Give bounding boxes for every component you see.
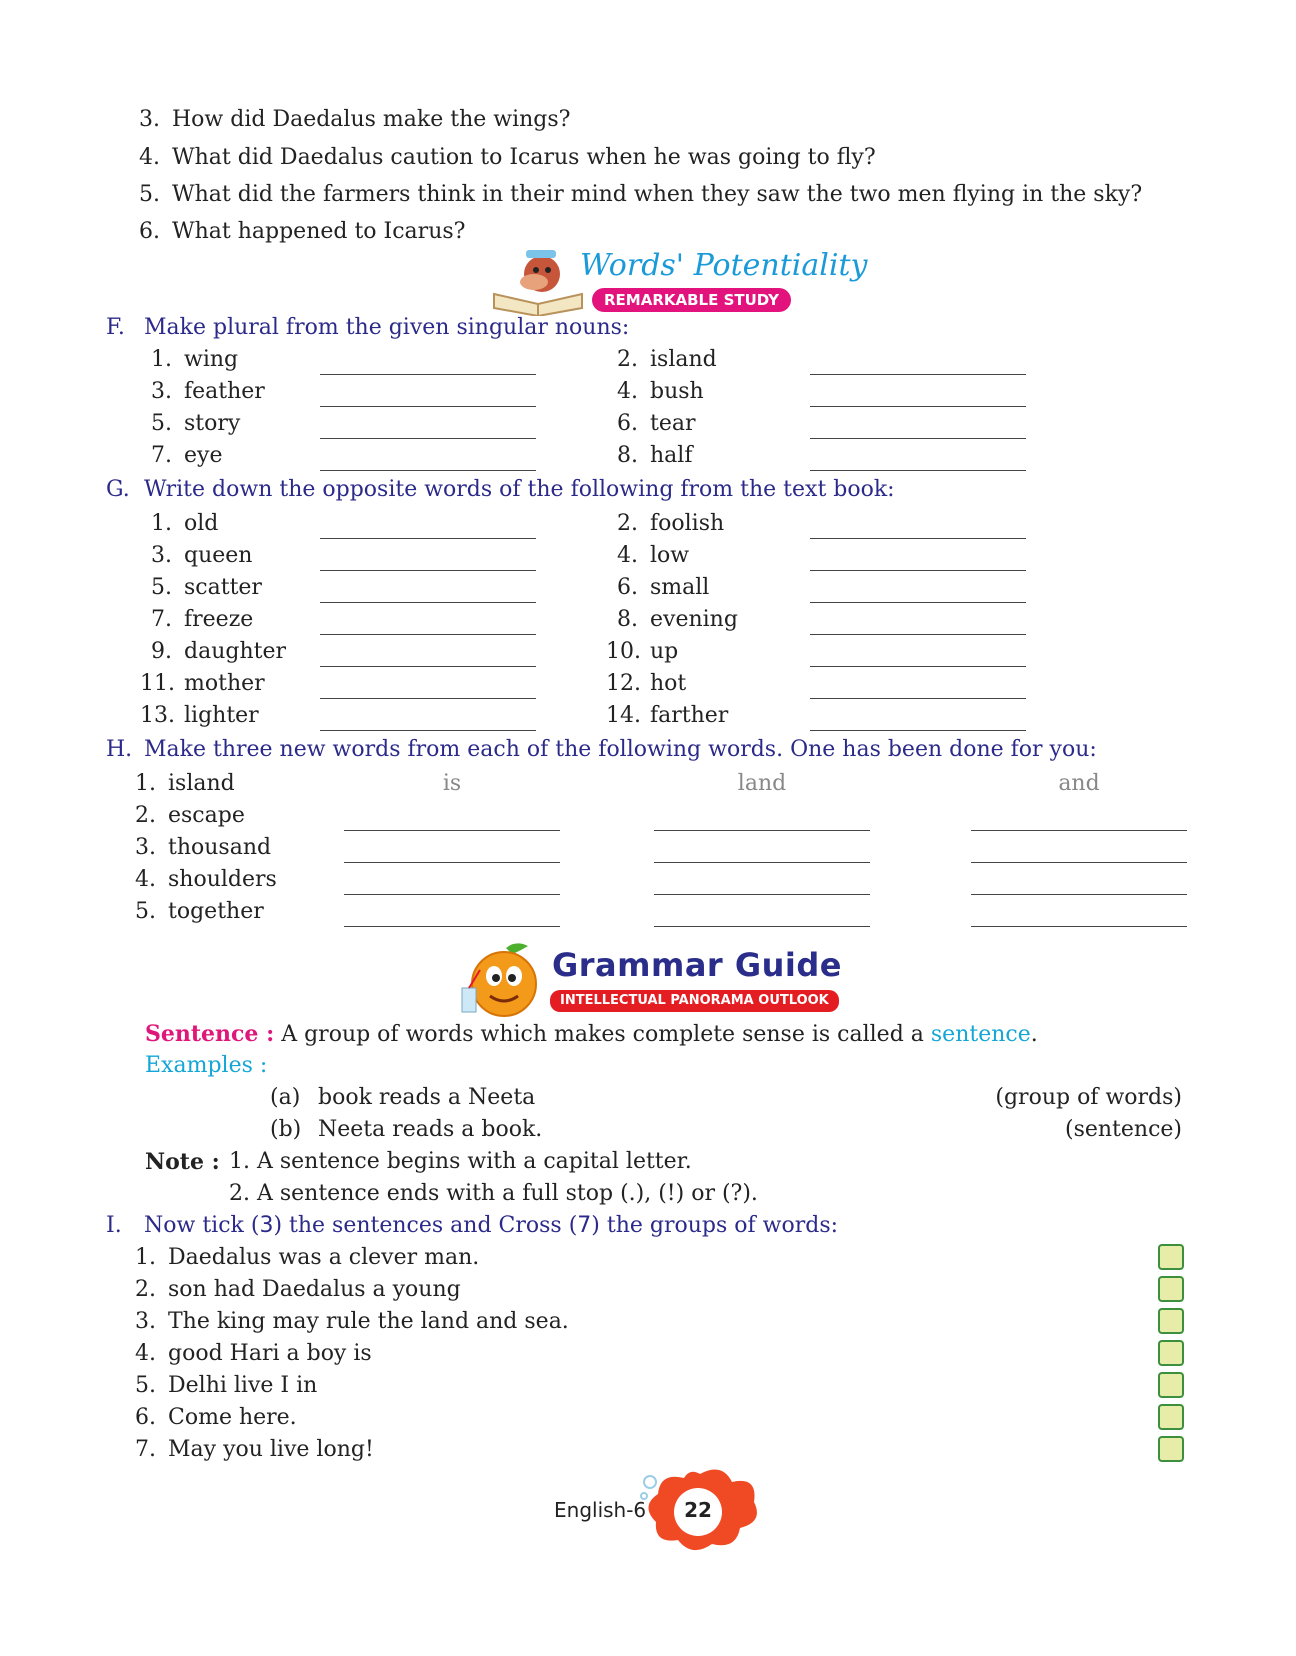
item-number: 6. <box>617 575 638 600</box>
list-item <box>140 344 238 376</box>
item-number: 5. <box>135 1373 156 1398</box>
item-word: scatter <box>184 575 262 600</box>
book-title: English-6 <box>554 1498 647 1522</box>
item-word: story <box>184 411 241 436</box>
page-number: 22 <box>684 1498 712 1522</box>
example-row <box>270 1082 535 1114</box>
item-word: bush <box>650 379 704 404</box>
item-word: hot <box>650 671 687 696</box>
item-word: half <box>650 443 693 468</box>
item-word: thousand <box>168 835 272 860</box>
answer-blank[interactable] <box>971 926 1187 927</box>
list-item <box>606 440 692 472</box>
item-number: 4. <box>135 867 156 892</box>
list-item <box>606 376 704 408</box>
item-word: eye <box>184 443 223 468</box>
answer-blank[interactable] <box>320 470 536 471</box>
tick-box[interactable] <box>1158 1308 1184 1334</box>
question-number: 6. <box>139 219 160 244</box>
answer-blank[interactable] <box>320 374 536 375</box>
answer-blank[interactable] <box>320 538 536 539</box>
item-number: 3. <box>151 543 172 568</box>
section-h-heading <box>106 734 1097 766</box>
list-item <box>124 1402 297 1434</box>
tick-box[interactable] <box>1158 1404 1184 1430</box>
grammar-guide-banner <box>454 940 844 1020</box>
list-item <box>606 604 738 636</box>
item-text: good Hari a boy is <box>168 1341 372 1366</box>
item-number: 5. <box>135 899 156 924</box>
item-word: foolish <box>650 511 725 536</box>
item-number: 14. <box>606 703 641 728</box>
list-item <box>140 604 253 636</box>
answer-blank[interactable] <box>810 538 1026 539</box>
item-number: 1. <box>151 511 172 536</box>
item-number: 7. <box>151 607 172 632</box>
item-word: low <box>650 543 690 568</box>
question-number: 4. <box>139 145 160 170</box>
banner-subtitle: INTELLECTUAL PANORAMA OUTLOOK <box>550 990 839 1012</box>
tick-box[interactable] <box>1158 1244 1184 1270</box>
item-number: 2. <box>135 1277 156 1302</box>
answer-blank[interactable] <box>654 862 870 863</box>
answer-blank[interactable] <box>810 602 1026 603</box>
answer-blank[interactable] <box>810 406 1026 407</box>
item-number: 1. <box>135 1245 156 1270</box>
words-potentiality-banner <box>490 246 868 316</box>
item-word: queen <box>184 543 253 568</box>
answer-blank[interactable] <box>654 830 870 831</box>
section-letter: I. <box>106 1213 122 1238</box>
item-number: 3. <box>135 835 156 860</box>
item-number: 3. <box>151 379 172 404</box>
answer-blank[interactable] <box>344 862 560 863</box>
section-title: ) the groups of words: <box>591 1213 839 1238</box>
item-number: 5. <box>151 575 172 600</box>
section-title: Now tick ( <box>144 1213 260 1238</box>
item-word: wing <box>184 347 239 372</box>
item-number: 2. <box>135 803 156 828</box>
answer-blank[interactable] <box>320 698 536 699</box>
list-item <box>140 376 265 408</box>
question-3 <box>128 104 570 136</box>
answer-blank[interactable] <box>971 894 1187 895</box>
list-item <box>140 636 286 668</box>
answer-blank[interactable] <box>810 698 1026 699</box>
answer-blank[interactable] <box>320 666 536 667</box>
item-word: mother <box>184 671 265 696</box>
answer-blank[interactable] <box>344 926 560 927</box>
answer-blank[interactable] <box>654 926 870 927</box>
item-number: 8. <box>617 607 638 632</box>
section-title: Make three new words from each of the following words. One has been done for you: <box>144 737 1097 762</box>
banner-title: Grammar Guide <box>552 946 842 984</box>
item-number: 1. <box>135 771 156 796</box>
example-row <box>270 1114 542 1146</box>
section-g-heading <box>106 474 895 506</box>
list-item <box>606 540 689 572</box>
list-item <box>124 1274 461 1306</box>
section-title: ) the sentences and Cross ( <box>273 1213 578 1238</box>
list-item <box>140 700 259 732</box>
orange-mascot-icon <box>454 940 550 1020</box>
note-item: 2. A sentence ends with a full stop (.), (!) or (?). <box>229 1181 758 1206</box>
item-text: May you live long! <box>168 1437 374 1462</box>
list-item <box>606 572 709 604</box>
item-number: 12. <box>606 671 641 696</box>
list-item <box>140 408 240 440</box>
examples-label: Examples : <box>145 1053 268 1078</box>
item-text: Come here. <box>168 1405 297 1430</box>
list-item <box>606 700 728 732</box>
answer-blank[interactable] <box>320 438 536 439</box>
answer-blank[interactable] <box>810 730 1026 731</box>
item-word: feather <box>184 379 265 404</box>
note-item: 1. A sentence begins with a capital letter. <box>229 1149 692 1174</box>
item-number: 4. <box>135 1341 156 1366</box>
answer-blank[interactable] <box>320 570 536 571</box>
question-text: How did Daedalus make the wings? <box>172 107 571 132</box>
item-word: freeze <box>184 607 254 632</box>
item-number: 3. <box>135 1309 156 1334</box>
list-item <box>124 1370 317 1402</box>
section-letter: H. <box>106 737 133 762</box>
example-answer: is <box>442 771 462 796</box>
answer-blank[interactable] <box>654 894 870 895</box>
section-title: Make plural from the given singular nouns: <box>144 315 630 340</box>
item-number: 4. <box>617 543 638 568</box>
list-item <box>124 1306 569 1338</box>
list-item <box>140 572 262 604</box>
list-item <box>140 508 218 540</box>
list-item <box>606 636 678 668</box>
list-item <box>140 540 252 572</box>
example-text: book reads a Neeta <box>318 1085 536 1110</box>
example-text: Neeta reads a book. <box>318 1117 543 1142</box>
question-text: What did the farmers think in their mind when they saw the two men flying in the sky? <box>172 182 1143 207</box>
list-item <box>124 896 264 928</box>
item-text: The king may rule the land and sea. <box>168 1309 569 1334</box>
answer-blank[interactable] <box>344 830 560 831</box>
question-number: 3. <box>139 107 160 132</box>
section-letter: F. <box>106 315 125 340</box>
item-number: 1. <box>151 347 172 372</box>
answer-blank[interactable] <box>810 634 1026 635</box>
item-number: 6. <box>617 411 638 436</box>
example-answer: land <box>737 771 787 796</box>
item-word: farther <box>650 703 729 728</box>
item-text: Delhi live I in <box>168 1373 318 1398</box>
item-word: old <box>184 511 219 536</box>
item-number: 13. <box>140 703 175 728</box>
item-number: 5. <box>151 411 172 436</box>
item-number: 10. <box>606 639 641 664</box>
item-word: daughter <box>184 639 286 664</box>
cross-glyph: 7 <box>577 1213 592 1238</box>
list-item <box>606 668 686 700</box>
definition-text: A group of words which makes complete sense is called a <box>274 1022 931 1047</box>
tick-box[interactable] <box>1158 1340 1184 1366</box>
book-reader-icon <box>490 246 586 316</box>
item-word: island <box>650 347 717 372</box>
answer-blank[interactable] <box>320 730 536 731</box>
question-4 <box>128 142 876 174</box>
section-title: Write down the opposite words of the following from the text book: <box>144 477 895 502</box>
answer-blank[interactable] <box>810 470 1026 471</box>
item-word: shoulders <box>168 867 277 892</box>
tick-box[interactable] <box>1158 1372 1184 1398</box>
item-number: 7. <box>151 443 172 468</box>
list-item <box>140 668 265 700</box>
question-text: What happened to Icarus? <box>172 219 466 244</box>
answer-blank[interactable] <box>344 894 560 895</box>
list-item <box>124 1434 374 1466</box>
term-label: Sentence : <box>145 1021 275 1047</box>
example-label: (a) <box>270 1085 301 1110</box>
answer-blank[interactable] <box>810 438 1026 439</box>
banner-title: Words' Potentiality <box>580 248 868 283</box>
item-word: island <box>168 771 235 796</box>
item-word: together <box>168 899 264 924</box>
example-answer: and <box>1058 771 1100 796</box>
example-label: (b) <box>270 1117 302 1142</box>
question-5 <box>128 179 1142 211</box>
answer-blank[interactable] <box>810 374 1026 375</box>
item-word: evening <box>650 607 738 632</box>
item-word: tear <box>650 411 696 436</box>
example-type: (sentence) <box>1064 1117 1182 1142</box>
question-number: 5. <box>139 182 160 207</box>
item-word: lighter <box>184 703 259 728</box>
list-item <box>606 344 717 376</box>
item-number: 8. <box>617 443 638 468</box>
section-letter: G. <box>106 477 130 502</box>
list-item <box>606 508 724 540</box>
item-number: 4. <box>617 379 638 404</box>
definition-period: . <box>1030 1022 1038 1047</box>
list-item <box>124 1338 372 1370</box>
answer-blank[interactable] <box>320 634 536 635</box>
list-item <box>140 440 222 472</box>
answer-blank[interactable] <box>971 830 1187 831</box>
item-word: escape <box>168 803 245 828</box>
item-word: small <box>650 575 710 600</box>
item-number: 2. <box>617 511 638 536</box>
item-word: up <box>650 639 679 664</box>
item-number: 9. <box>151 639 172 664</box>
answer-blank[interactable] <box>810 666 1026 667</box>
item-text: Daedalus was a clever man. <box>168 1245 480 1270</box>
answer-blank[interactable] <box>320 406 536 407</box>
item-number: 6. <box>135 1405 156 1430</box>
list-item <box>124 1242 479 1274</box>
list-item <box>124 768 235 800</box>
sentence-definition <box>145 1018 1038 1051</box>
item-text: son had Daedalus a young <box>168 1277 461 1302</box>
answer-blank[interactable] <box>320 602 536 603</box>
question-text: What did Daedalus caution to Icarus when he was going to fly? <box>172 145 876 170</box>
item-number: 11. <box>140 671 175 696</box>
item-number: 2. <box>617 347 638 372</box>
tick-box[interactable] <box>1158 1436 1184 1462</box>
list-item <box>124 864 277 896</box>
term-word: sentence <box>930 1022 1031 1047</box>
note-label: Note : <box>145 1149 220 1175</box>
list-item <box>124 800 245 832</box>
answer-blank[interactable] <box>971 862 1187 863</box>
section-f-heading <box>106 312 629 344</box>
list-item <box>606 408 696 440</box>
section-i-heading <box>106 1210 838 1242</box>
list-item <box>124 832 271 864</box>
example-type: (group of words) <box>995 1085 1182 1110</box>
item-number: 7. <box>135 1437 156 1462</box>
answer-blank[interactable] <box>810 570 1026 571</box>
tick-glyph: 3 <box>259 1213 274 1238</box>
question-6 <box>128 216 465 248</box>
banner-subtitle: REMARKABLE STUDY <box>592 288 791 312</box>
tick-box[interactable] <box>1158 1276 1184 1302</box>
